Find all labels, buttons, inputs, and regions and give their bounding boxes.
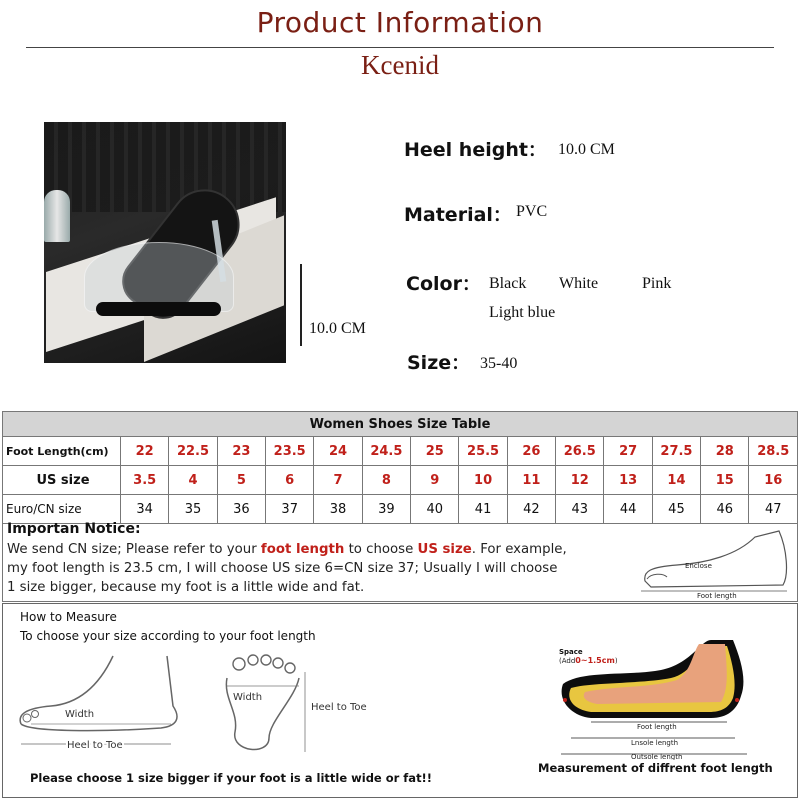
brand-name: Kcenid bbox=[361, 50, 439, 80]
table-cell: 24.5 bbox=[362, 437, 410, 466]
size-table-title: Women Shoes Size Table bbox=[3, 412, 798, 437]
table-cell: 43 bbox=[556, 495, 604, 524]
table-cell: 34 bbox=[121, 495, 169, 524]
table-cell: 7 bbox=[314, 466, 362, 495]
color-label: Color： bbox=[406, 273, 481, 295]
table-cell: 16 bbox=[749, 466, 798, 495]
notice-text: . For example, bbox=[471, 542, 567, 557]
side-width-label: Width bbox=[65, 709, 95, 720]
row-label: Euro/CN size bbox=[3, 495, 121, 524]
size-label: Size： bbox=[407, 352, 471, 374]
table-cell: 28.5 bbox=[749, 437, 798, 466]
size-value: 35-40 bbox=[480, 355, 518, 372]
table-cell: 25 bbox=[411, 437, 459, 466]
color-white: White bbox=[559, 275, 599, 292]
table-cell: 28 bbox=[701, 437, 749, 466]
notice-foot-length: foot length bbox=[260, 542, 345, 557]
table-cell: 5 bbox=[217, 466, 265, 495]
notice-text: 1 size bigger, because my foot is a little wide and fat. bbox=[7, 580, 365, 595]
measure-subheading: To choose your size according to your foot length bbox=[20, 629, 316, 643]
table-cell: 15 bbox=[701, 466, 749, 495]
table-cell: 36 bbox=[217, 495, 265, 524]
enclose-label: Enclose bbox=[685, 562, 712, 570]
table-cell: 37 bbox=[266, 495, 314, 524]
outsole-length-label: Outsole length bbox=[631, 753, 683, 760]
notice-title: Importan Notice: bbox=[7, 521, 141, 537]
table-row bbox=[3, 437, 798, 466]
table-cell: 41 bbox=[459, 495, 507, 524]
heel-dimension-line bbox=[300, 264, 302, 346]
heel-dimension-text: 10.0 CM bbox=[309, 320, 366, 337]
table-cell: 27.5 bbox=[652, 437, 700, 466]
measure-heading: How to Measure bbox=[20, 610, 117, 624]
table-cell: 35 bbox=[169, 495, 217, 524]
table-cell: 22 bbox=[121, 437, 169, 466]
top-heel-to-toe-label: Heel to Toe bbox=[311, 702, 367, 713]
space-note bbox=[559, 656, 618, 665]
table-cell: 9 bbox=[411, 466, 459, 495]
space-add: (Add bbox=[559, 657, 576, 665]
photo-background bbox=[44, 122, 286, 212]
table-row bbox=[3, 466, 798, 495]
color-pink: Pink bbox=[642, 275, 672, 292]
color-light-blue: Light blue bbox=[489, 304, 556, 321]
table-cell: 13 bbox=[604, 466, 652, 495]
color-black: Black bbox=[489, 275, 527, 292]
side-heel-to-toe-label: Heel to Toe bbox=[67, 740, 123, 751]
notice-text: to choose bbox=[344, 542, 418, 557]
table-cell: 47 bbox=[749, 495, 798, 524]
table-cell: 45 bbox=[652, 495, 700, 524]
measurement-caption: Measurement of diffrent foot length bbox=[538, 761, 773, 775]
table-cell: 38 bbox=[314, 495, 362, 524]
table-cell: 26.5 bbox=[556, 437, 604, 466]
table-cell: 12 bbox=[556, 466, 604, 495]
material-value: PVC bbox=[516, 203, 548, 220]
product-photo bbox=[44, 122, 286, 363]
table-cell: 42 bbox=[507, 495, 555, 524]
row-label: US size bbox=[3, 466, 121, 495]
top-foot-diagram bbox=[213, 652, 393, 762]
foot-length-diagram bbox=[637, 519, 797, 601]
size-table bbox=[2, 411, 798, 524]
table-cell: 26 bbox=[507, 437, 555, 466]
table-cell: 4 bbox=[169, 466, 217, 495]
insole-length-label: Lnsole length bbox=[631, 739, 679, 747]
table-cell: 44 bbox=[604, 495, 652, 524]
measure-footer-note: Please choose 1 size bigger if your foot is a little wide or fat!! bbox=[30, 771, 433, 785]
table-cell: 11 bbox=[507, 466, 555, 495]
table-cell: 39 bbox=[362, 495, 410, 524]
title-divider bbox=[26, 47, 774, 48]
how-to-measure bbox=[2, 603, 798, 798]
top-width-label: Width bbox=[233, 692, 263, 703]
table-cell: 23 bbox=[217, 437, 265, 466]
page-title: Product Information bbox=[256, 6, 544, 39]
table-cell: 22.5 bbox=[169, 437, 217, 466]
foot-length-label: Foot length bbox=[697, 592, 737, 600]
table-cell: 8 bbox=[362, 466, 410, 495]
notice-us-size: US size bbox=[417, 542, 472, 557]
notice-text: my foot length is 23.5 cm, I will choose US size 6=CN size 37; Usually I will choose bbox=[7, 561, 558, 576]
notice-text: We send CN size; Please refer to your bbox=[7, 542, 261, 557]
shoe-sole bbox=[96, 302, 221, 316]
table-cell: 40 bbox=[411, 495, 459, 524]
notice-body bbox=[7, 540, 647, 597]
table-cell: 24 bbox=[314, 437, 362, 466]
heel-height-label: Heel height： bbox=[404, 139, 547, 161]
side-foot-diagram bbox=[11, 652, 191, 757]
photo-can bbox=[44, 190, 70, 242]
table-cell: 46 bbox=[701, 495, 749, 524]
table-cell: 14 bbox=[652, 466, 700, 495]
important-notice bbox=[2, 519, 798, 602]
row-label: Foot Length(cm) bbox=[3, 437, 121, 466]
table-cell: 3.5 bbox=[121, 466, 169, 495]
table-cell: 25.5 bbox=[459, 437, 507, 466]
space-close: ) bbox=[614, 657, 618, 665]
heel-height-value: 10.0 CM bbox=[558, 141, 615, 158]
table-cell: 27 bbox=[604, 437, 652, 466]
material-label: Material： bbox=[404, 204, 512, 226]
foot-length-label: Foot length bbox=[637, 723, 677, 731]
space-range: 0~1.5cm bbox=[575, 656, 615, 665]
table-cell: 10 bbox=[459, 466, 507, 495]
shoe-measurement-diagram bbox=[551, 640, 766, 760]
table-cell: 23.5 bbox=[266, 437, 314, 466]
space-label: Space bbox=[559, 648, 583, 656]
table-cell: 6 bbox=[266, 466, 314, 495]
